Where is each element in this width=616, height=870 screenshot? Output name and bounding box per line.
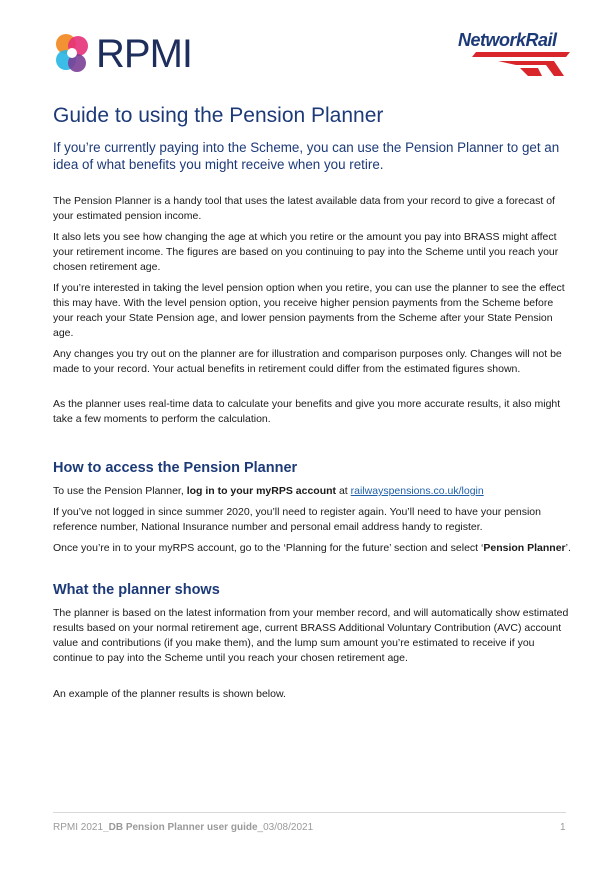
register-paragraph: If you’ve not logged in since summer 2020, you’ll need to register again. You’ll need to have your pension reference number, National Insurance number and personal email address handy to register.	[53, 506, 541, 533]
pension-planner-bold: Pension Planner	[483, 542, 566, 554]
paragraph: Any changes you try out on the planner are for illustration and comparison purposes only. Changes will not be made to your record. Your actual benefits in retirement could differ from the estimated figures shown.	[53, 348, 562, 375]
section-heading-access: How to access the Pension Planner	[53, 460, 298, 476]
login-link[interactable]: railwayspensions.co.uk/login	[350, 485, 484, 497]
access-text-mid: at	[336, 485, 351, 497]
page-title: Guide to using the Pension Planner	[53, 104, 384, 127]
example-paragraph: An example of the planner results is shown below.	[53, 688, 286, 700]
network-rail-swoosh-icon	[458, 30, 576, 76]
footer-post: _03/08/2021	[257, 822, 314, 833]
shows-paragraph: The planner is based on the latest information from your member record, and will automatically show estimated results based on your normal retirement age, current BRASS Additional Voluntary Contribution (AVC) account value and contributions (if you make them), and the lump sum amount you’re estimated to receive if you continue to pay into the Scheme until you reach your chosen retirement age.	[53, 607, 569, 664]
footer-divider	[53, 812, 566, 813]
access-text-bold: log in to your myRPS account	[186, 485, 337, 497]
paragraph: As the planner uses real-time data to calculate your benefits and give you more accurate results, it also might take a few moments to perform the calculation.	[53, 398, 561, 425]
access-text-pre: To use the Pension Planner,	[53, 485, 187, 497]
network-rail-logo-text: NetworkRail	[458, 30, 557, 50]
section-heading-shows: What the planner shows	[53, 582, 220, 598]
footer-bold: _DB Pension Planner user guide	[103, 822, 258, 833]
rpmi-logo	[52, 32, 192, 76]
footer-pre: RPMI 2021	[53, 822, 104, 833]
rpmi-logo-mark-icon	[52, 32, 92, 76]
network-rail-logo	[458, 30, 576, 76]
footer-text	[53, 822, 313, 833]
rpmi-logo-text: RPMI	[96, 32, 192, 76]
access-instruction	[53, 484, 571, 499]
navigation-text-pre: Once you’re in to your myRPS account, go to the ‘Planning for the future’ section and select ‘	[53, 542, 484, 554]
page-number: 1	[560, 822, 566, 833]
intro-text: If you’re currently paying into the Scheme, you can use the Pension Planner to get an idea of what benefits you might receive when you retire.	[53, 140, 560, 172]
navigation-paragraph	[53, 541, 571, 556]
paragraph: It also lets you see how changing the age at which you retire or the amount you pay into BRASS might affect your retirement income. The figures are based on you continuing to pay into the Scheme until you reach your chosen retirement age.	[53, 231, 559, 273]
paragraph: If you’re interested in taking the level pension option when you retire, you can use the planner to see the effect this may have. With the level pension option, you receive higher pension payments from the Scheme before your reach your State Pension age, and lower pension payments from the Scheme after your State Pension age.	[53, 282, 565, 339]
navigation-text-post: ’.	[565, 542, 571, 554]
paragraph: The Pension Planner is a handy tool that uses the latest available data from your record to give a forecast of your estimated pension income.	[53, 195, 555, 222]
